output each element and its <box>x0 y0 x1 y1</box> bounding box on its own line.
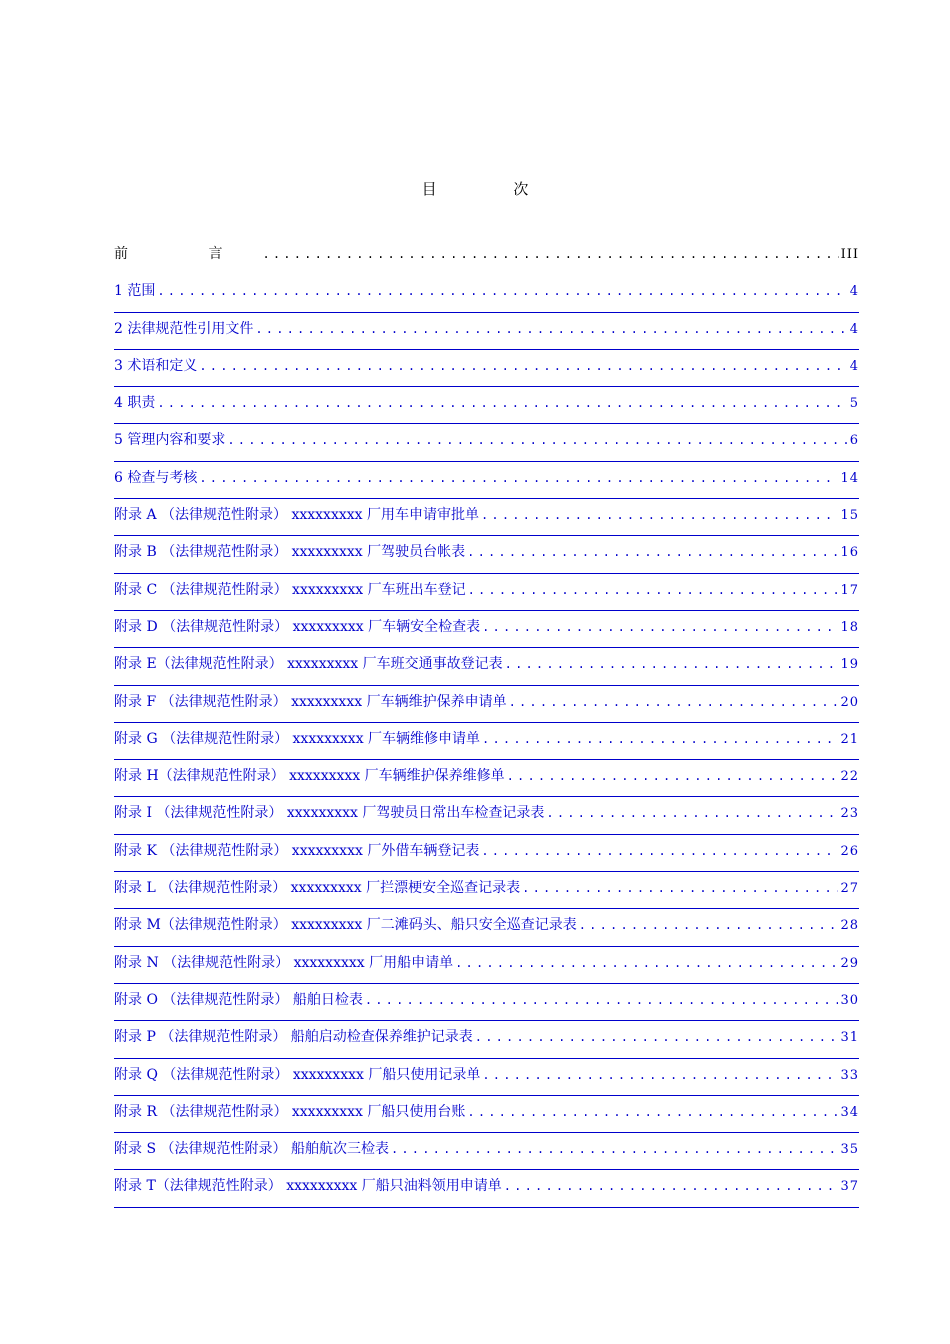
table-of-contents <box>114 238 859 1208</box>
toc-entry[interactable] <box>114 723 859 760</box>
toc-leader-dots <box>509 686 839 714</box>
toc-entry-label: 附录 D （法律规范性附录） xxxxxxxxx 厂车辆安全检查表 <box>114 618 481 635</box>
toc-entry[interactable] <box>114 984 859 1021</box>
toc-entry[interactable] <box>114 424 859 461</box>
toc-leader-dots <box>157 275 847 303</box>
toc-entry-page-number: III <box>840 247 859 262</box>
toc-entry[interactable] <box>114 350 859 387</box>
toc-entry-page-number: 26 <box>840 843 859 859</box>
toc-leader-dots <box>475 1021 839 1049</box>
toc-entry-page-number: 22 <box>840 769 859 785</box>
toc-entry[interactable] <box>114 1059 859 1096</box>
toc-leader-dots <box>546 797 838 825</box>
toc-entry[interactable] <box>114 1133 859 1170</box>
toc-entry[interactable] <box>114 536 859 573</box>
toc-entry[interactable] <box>114 1170 859 1207</box>
toc-entry-page-number: 29 <box>840 955 859 971</box>
toc-entry-label: 2 法律规范性引用文件 <box>114 320 254 337</box>
toc-entry-page-number: 14 <box>840 470 859 486</box>
toc-entry-label: 附录 N （法律规范性附录） xxxxxxxxx 厂用船申请单 <box>114 954 454 971</box>
toc-leader-dots <box>505 648 839 676</box>
toc-leader-dots <box>199 350 847 378</box>
toc-entry-page-number: 30 <box>840 992 859 1008</box>
toc-entry[interactable] <box>114 387 859 424</box>
toc-entry[interactable] <box>114 797 859 834</box>
toc-entry-label: 附录 M（法律规范性附录） xxxxxxxxx 厂二滩码头、船只安全巡查记录表 <box>114 917 577 934</box>
toc-entry[interactable] <box>114 499 859 536</box>
toc-leader-dots <box>157 387 847 415</box>
toc-leader-dots <box>262 238 838 266</box>
toc-entry-page-number: 28 <box>840 918 859 934</box>
toc-entry-page-number: 17 <box>840 582 859 598</box>
toc-entry-page-number: 5 <box>849 396 859 412</box>
toc-entry[interactable] <box>114 835 859 872</box>
toc-entry-label: 附录 Q （法律规范性附录） xxxxxxxxx 厂船只使用记录单 <box>114 1066 481 1083</box>
toc-entry-label: 附录 K （法律规范性附录） xxxxxxxxx 厂外借车辆登记表 <box>114 842 480 859</box>
toc-entry-label: 附录 L （法律规范性附录） xxxxxxxxx 厂拦漂梗安全巡查记录表 <box>114 880 521 897</box>
toc-leader-dots <box>455 947 838 975</box>
toc-leader-dots <box>482 723 838 751</box>
toc-entry[interactable] <box>114 611 859 648</box>
toc-entry[interactable] <box>114 648 859 685</box>
toc-entry-page-number: 4 <box>849 321 859 337</box>
toc-entry-label: 附录 A （法律规范性附录） xxxxxxxxx 厂用车申请审批单 <box>114 507 479 524</box>
toc-entry-page-number: 33 <box>840 1067 859 1083</box>
toc-leader-dots <box>522 872 838 900</box>
toc-entry-label: 附录 S （法律规范性附录） 船舶航次三检表 <box>114 1141 389 1158</box>
toc-entry-label: 6 检查与考核 <box>114 469 198 486</box>
toc-entry-page-number: 20 <box>840 694 859 710</box>
toc-leader-dots <box>579 909 839 937</box>
toc-entry-page-number: 15 <box>840 508 859 524</box>
toc-leader-dots <box>504 1170 839 1198</box>
toc-entry-page-number: 34 <box>840 1104 859 1120</box>
toc-entry-label: 附录 P （法律规范性附录） 船舶启动检查保养维护记录表 <box>114 1029 473 1046</box>
toc-leader-dots <box>255 313 847 341</box>
toc-entry-label: 5 管理内容和要求 <box>114 432 226 449</box>
toc-entry[interactable] <box>114 1096 859 1133</box>
toc-entry-label: 附录 I （法律规范性附录） xxxxxxxxx 厂驾驶员日常出车检查记录表 <box>114 805 545 822</box>
toc-entry-page-number: 37 <box>840 1179 859 1195</box>
toc-entry[interactable] <box>114 872 859 909</box>
toc-entry-page-number: 31 <box>840 1030 859 1046</box>
toc-entry-page-number: 35 <box>840 1142 859 1158</box>
toc-entry-label: 附录 F （法律规范性附录） xxxxxxxxx 厂车辆维护保养申请单 <box>114 693 507 710</box>
toc-leader-dots <box>507 760 839 788</box>
toc-entry[interactable] <box>114 947 859 984</box>
toc-leader-dots <box>481 835 838 863</box>
toc-leader-dots <box>481 499 838 527</box>
toc-entry[interactable] <box>114 1021 859 1058</box>
toc-leader-dots <box>365 984 839 1012</box>
toc-entry-label: 附录 R （法律规范性附录） xxxxxxxxx 厂船只使用台账 <box>114 1103 466 1120</box>
toc-leader-dots <box>467 536 838 564</box>
toc-leader-dots <box>468 574 839 602</box>
toc-entry-label: 附录 C （法律规范性附录） xxxxxxxxx 厂车班出车登记 <box>114 581 466 598</box>
toc-entry-label: 3 术语和定义 <box>114 357 198 374</box>
toc-entry-page-number: 16 <box>840 545 859 561</box>
toc-entry[interactable] <box>114 574 859 611</box>
toc-leader-dots <box>467 1096 838 1124</box>
toc-entry[interactable] <box>114 462 859 499</box>
toc-entry-label: 附录 B （法律规范性附录） xxxxxxxxx 厂驾驶员台帐表 <box>114 544 466 561</box>
toc-entry-label: 前 言 <box>114 246 261 262</box>
toc-leader-dots <box>227 424 847 452</box>
toc-entry-page-number: 4 <box>849 358 859 374</box>
toc-entry[interactable] <box>114 686 859 723</box>
toc-entry-page-number: 27 <box>840 881 859 897</box>
toc-entry-label: 附录 G （法律规范性附录） xxxxxxxxx 厂车辆维修申请单 <box>114 730 481 747</box>
toc-leader-dots <box>482 611 838 639</box>
toc-entry-label: 附录 O （法律规范性附录） 船舶日检表 <box>114 991 363 1008</box>
toc-entry-page-number: 6 <box>849 433 859 449</box>
page-title: 目 次 <box>421 180 565 198</box>
toc-entry-page-number: 18 <box>840 619 859 635</box>
toc-entry[interactable] <box>114 760 859 797</box>
toc-entry-preface <box>114 238 859 275</box>
toc-entry-page-number: 19 <box>840 657 859 673</box>
toc-leader-dots <box>199 462 838 490</box>
toc-leader-dots <box>482 1059 838 1087</box>
toc-entry[interactable] <box>114 275 859 312</box>
toc-leader-dots <box>391 1133 839 1161</box>
toc-entry[interactable] <box>114 313 859 350</box>
toc-entry-label: 附录 T（法律规范性附录） xxxxxxxxx 厂船只油料领用申请单 <box>114 1178 502 1195</box>
toc-entry[interactable] <box>114 909 859 946</box>
toc-entry-page-number: 4 <box>849 284 859 300</box>
toc-entry-label: 4 职责 <box>114 395 156 412</box>
toc-entry-page-number: 21 <box>840 731 859 747</box>
toc-entry-label: 附录 H（法律规范性附录） xxxxxxxxx 厂车辆维护保养维修单 <box>114 768 505 785</box>
toc-entry-page-number: 23 <box>840 806 859 822</box>
toc-entry-label: 附录 E（法律规范性附录） xxxxxxxxx 厂车班交通事故登记表 <box>114 656 503 673</box>
toc-entry-label: 1 范围 <box>114 283 156 300</box>
